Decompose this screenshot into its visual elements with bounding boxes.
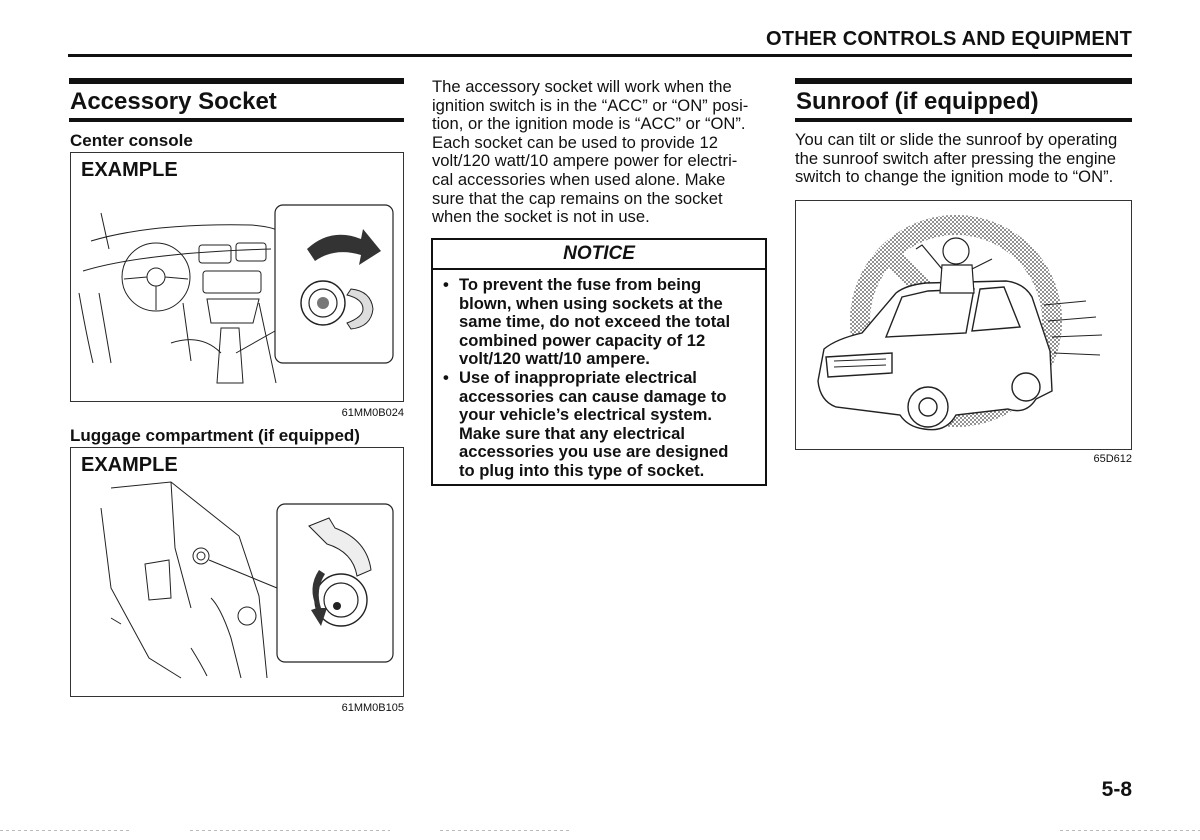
no-standing-in-sunroof-illustration xyxy=(796,201,1131,449)
page-number: 5-8 xyxy=(1101,778,1132,801)
section-rule-bottom xyxy=(69,118,404,122)
example-label: EXAMPLE xyxy=(81,454,178,476)
bullet: • xyxy=(443,275,449,294)
running-header: OTHER CONTROLS AND EQUIPMENT xyxy=(766,28,1132,50)
scan-artifact-line xyxy=(0,830,130,831)
scan-artifact-line xyxy=(1060,830,1200,831)
center-console-figure-code: 61MM0B024 xyxy=(341,407,404,419)
sunroof-warning-figure xyxy=(795,200,1132,450)
scan-artifact-line xyxy=(190,830,390,831)
sunroof-heading: Sunroof (if equipped) xyxy=(796,88,1039,115)
notice-item: • To prevent the fuse from being blown, when using sockets at the same time, do not exceed the total combined power capacity of 12 volt/120 watt/10 ampere. xyxy=(443,275,731,369)
luggage-illustration xyxy=(71,448,403,696)
luggage-compartment-subheading: Luggage compartment (if equipped) xyxy=(70,426,360,445)
bullet: • xyxy=(443,367,449,387)
accessory-socket-description: The accessory socket will work when the ignition switch is in the “ACC” or “ON” posi- tion, or the ignition mode is “ACC” or “ON”. Each socket can be used to provide 12 volt/120 watt/10 ampere power for electri- cal accessories when used alone. Make sure that the cap remains on the socket when the socket is not in use. xyxy=(432,77,749,227)
section-rule-top xyxy=(795,78,1132,84)
center-console-figure xyxy=(70,152,404,402)
header-rule xyxy=(68,54,1132,57)
center-console-subheading: Center console xyxy=(70,131,193,150)
notice-title: NOTICE xyxy=(433,240,765,270)
notice-box xyxy=(431,238,767,486)
section-rule-top xyxy=(69,78,404,84)
scan-artifact-line xyxy=(440,830,570,831)
section-rule-bottom xyxy=(795,118,1132,122)
luggage-compartment-figure-code: 61MM0B105 xyxy=(341,702,404,714)
luggage-compartment-figure xyxy=(70,447,404,697)
notice-item: • Use of inappropriate electrical accessories can cause damage to your vehicle’s electrical system. Make sure that any electrical accessories you use are designed to plug into this type of socket. xyxy=(443,367,729,480)
sunroof-figure-code: 65D612 xyxy=(1093,453,1132,465)
example-label: EXAMPLE xyxy=(81,159,178,181)
notice-list xyxy=(441,276,757,481)
sunroof-description: You can tilt or slide the sunroof by operating the sunroof switch after pressing the engine switch to change the ignition mode to “ON”. xyxy=(795,130,1118,187)
accessory-socket-heading: Accessory Socket xyxy=(70,88,277,115)
dashboard-illustration xyxy=(71,153,403,401)
